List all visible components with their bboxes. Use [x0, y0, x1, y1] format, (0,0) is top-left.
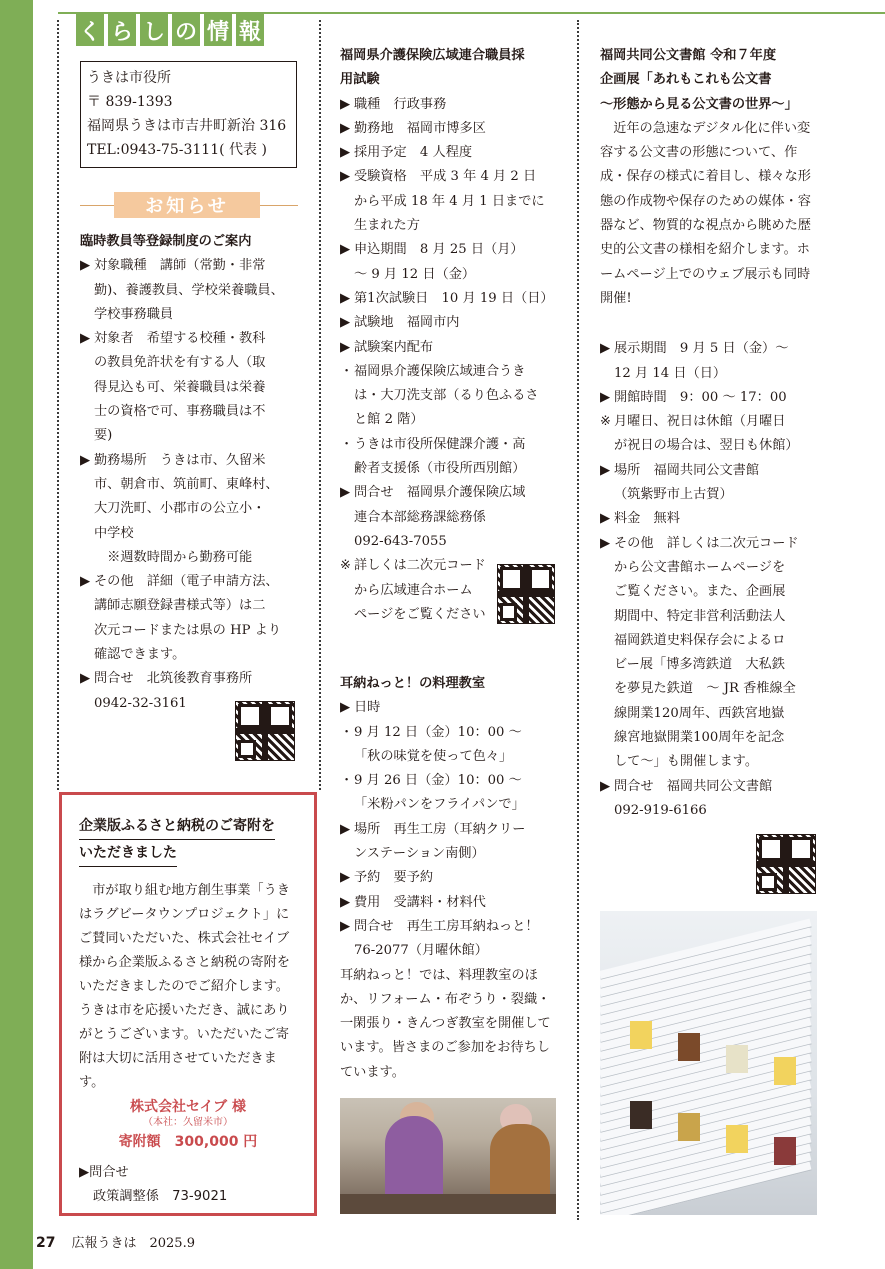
list-item	[600, 532, 822, 556]
list-item	[600, 507, 822, 531]
title-char: し	[140, 14, 168, 46]
list-text: （筑紫野市上古賀）	[614, 487, 733, 503]
list-item	[600, 459, 822, 483]
list-text: 福岡鉄道史料保存会によるロ	[614, 632, 786, 648]
list-item	[80, 497, 300, 521]
list-item	[340, 506, 562, 530]
list-text: 期間中、特定非営利活動法人	[614, 608, 786, 624]
list-marker	[80, 643, 94, 667]
list-item	[340, 721, 562, 745]
list-item	[600, 386, 822, 410]
list-marker: ▶	[600, 778, 611, 794]
list-marker	[80, 351, 94, 375]
list-text: 要)	[94, 428, 113, 444]
list-item	[600, 580, 822, 604]
list-marker: ▶	[340, 700, 351, 716]
list-marker	[600, 605, 614, 629]
list-item	[340, 891, 562, 915]
list-marker	[600, 677, 614, 701]
list-text: 学校事務職員	[94, 306, 174, 322]
list-marker: ▶	[600, 341, 611, 357]
list-marker	[340, 530, 354, 554]
list-marker	[340, 506, 354, 530]
list-text: 問合せ 再生工房耳納ねっと！	[354, 918, 539, 934]
list-text: ※週数時間から勤務可能	[94, 549, 253, 565]
furusato-inquiry	[79, 1161, 297, 1209]
list-marker	[80, 424, 94, 448]
qr-code-teacher[interactable]	[235, 701, 295, 761]
list-item	[80, 619, 300, 643]
title-char: く	[76, 14, 104, 46]
office-address-box	[80, 61, 297, 168]
document-tab	[630, 1101, 652, 1129]
cooking-body: 耳納ねっと！では、料理教室のほか、リフォーム・布ぞうり・裂織・一閑張り・きんつぎ教室を開催しています。皆さまのご参加をお待ちしています。	[340, 967, 551, 1080]
list-marker	[80, 692, 94, 716]
list-marker: ▶	[340, 120, 351, 136]
list-marker	[600, 434, 614, 458]
list-marker: ▶	[340, 290, 351, 306]
list-text: 得見込も可、栄養職員は栄養	[94, 379, 266, 395]
document-tab	[774, 1057, 796, 1085]
list-text: 勤務場所 うきは市、久留米	[94, 452, 266, 468]
list-item	[340, 433, 562, 457]
list-marker: ▶	[340, 169, 351, 185]
archives-exhibition-article	[600, 44, 822, 823]
list-marker: ▶	[80, 331, 91, 347]
list-item	[340, 384, 562, 408]
list-item	[340, 238, 562, 262]
list-marker	[80, 400, 94, 424]
list-item	[600, 483, 822, 507]
list-text: 月曜日、祝日は休館（月曜日	[614, 414, 786, 430]
cooking-class-article	[340, 672, 562, 1085]
list-marker	[340, 384, 354, 408]
list-marker	[340, 745, 354, 769]
list-marker: ▶	[340, 315, 351, 331]
list-item	[600, 605, 822, 629]
notice-heading	[80, 192, 298, 218]
list-item	[340, 939, 562, 963]
column-divider-2	[319, 20, 321, 790]
list-marker	[340, 842, 354, 866]
care-insurance-exam-article	[340, 44, 562, 627]
list-item	[340, 818, 562, 842]
list-marker	[600, 556, 614, 580]
furusato-donation-box	[59, 792, 317, 1216]
list-item	[340, 866, 562, 890]
list-item	[80, 376, 300, 400]
list-text: が祝日の場合は、翌日も休館）	[614, 438, 799, 454]
list-item	[340, 457, 562, 481]
cooking-class-photo	[340, 1098, 556, 1214]
list-text: 料金 無料	[614, 511, 680, 527]
list-text: 対象者 希望する校種・教科	[94, 331, 266, 347]
list-marker	[80, 376, 94, 400]
cooking-title: 耳納ねっと！の料理教室	[340, 676, 486, 691]
list-marker	[600, 653, 614, 677]
list-text: 「米粉パンをフライパンで」	[354, 797, 525, 813]
list-text: 福岡県介護保険広域連合うき	[354, 363, 526, 379]
list-item	[80, 303, 300, 327]
list-text: 092-643-7055	[354, 533, 447, 549]
list-marker: ▶	[600, 462, 611, 478]
list-marker: ▶	[340, 339, 351, 355]
page-edge-bar	[0, 0, 33, 1269]
publication-name: 広報うきは 2025.9	[71, 1236, 195, 1251]
inquiry-value: 政策調整係 73-9021	[93, 1189, 228, 1204]
list-item	[340, 263, 562, 287]
list-marker	[600, 750, 614, 774]
column-divider-1	[57, 20, 59, 790]
list-item	[340, 287, 562, 311]
list-item	[340, 530, 562, 554]
list-text: を夢見た鉄道 ～ JR 香椎線全	[614, 681, 796, 697]
list-item	[340, 481, 562, 505]
donation-amount: 寄附額 300,000 円	[118, 1134, 258, 1150]
list-item	[340, 93, 562, 117]
list-marker	[340, 190, 354, 214]
list-marker: ▶	[340, 821, 351, 837]
list-marker: ▶	[340, 894, 351, 910]
inquiry-label: ▶問合せ	[79, 1165, 129, 1180]
list-item	[340, 696, 562, 720]
list-item	[340, 769, 562, 793]
list-marker	[600, 362, 614, 386]
list-marker: ▶	[340, 485, 351, 501]
list-item	[80, 449, 300, 473]
list-text: 092-919-6166	[614, 802, 707, 818]
list-text: 0942-32-3161	[94, 695, 187, 711]
title-char: 報	[236, 14, 264, 46]
list-marker: ▶	[600, 535, 611, 551]
list-text: 「秋の味覚を使って色々」	[354, 748, 513, 764]
document-tab	[726, 1125, 748, 1153]
list-text: 採用予定 4 人程度	[354, 145, 473, 161]
exhibit-intro: 近年の急速なデジタル化に伴い変容する公文書の形態について、作成・保存の様式に着目し、様々な形態の作成物や保存のための媒体・容器など、物質的な視点から眺めた歴史的公文書の様相を紹介します。ホームページ上でのウェブ展示も同時開催!	[600, 120, 811, 306]
list-text: 受験資格 平成 3 年 4 月 2 日	[354, 169, 537, 185]
list-item	[600, 410, 822, 434]
list-text: 線開業120周年、西鉄宮地嶽	[614, 705, 785, 721]
list-text: 勤)、養護教員、学校栄養職員、	[94, 282, 284, 298]
list-item	[600, 653, 822, 677]
title-char: 情	[204, 14, 232, 46]
list-text: 日時	[354, 700, 381, 716]
article-title-2: 用試験	[340, 72, 380, 88]
list-marker	[340, 793, 354, 817]
document-tab	[678, 1113, 700, 1141]
list-marker	[340, 214, 354, 238]
list-text: と館 2 階）	[354, 412, 424, 428]
list-text: 中学校	[94, 525, 134, 541]
list-marker: ▶	[80, 452, 91, 468]
list-item	[600, 799, 822, 823]
list-text: 76-2077（月曜休館）	[354, 943, 488, 959]
article-title: 臨時教員等登録制度のご案内	[80, 234, 252, 249]
list-marker	[340, 457, 354, 481]
list-text: ンステーション南側）	[354, 846, 485, 862]
list-marker: ※	[600, 414, 612, 430]
list-item	[340, 141, 562, 165]
list-item	[340, 336, 562, 360]
list-marker	[80, 594, 94, 618]
list-item	[80, 400, 300, 424]
list-text: 9 月 26 日（金）10：00 ～	[354, 773, 522, 789]
list-marker	[600, 580, 614, 604]
list-marker: ▶	[600, 389, 611, 405]
list-text: 問合せ 福岡県介護保険広域	[354, 485, 526, 501]
list-marker	[80, 303, 94, 327]
list-marker	[600, 629, 614, 653]
list-marker: ▶	[80, 574, 91, 590]
column-divider-3	[577, 20, 579, 1220]
list-marker	[80, 497, 94, 521]
list-text: 費用 受講料・材料代	[354, 894, 486, 910]
list-text: 連合本部総務課総務係	[354, 509, 486, 525]
list-text: その他 詳しくは二次元コード	[614, 535, 799, 551]
list-marker: ※	[340, 558, 352, 574]
list-item	[340, 117, 562, 141]
list-item	[340, 793, 562, 817]
furusato-body: 市が取り組む地方創生事業「うきはラグビータウンプロジェクト」にご賛同いただいた、株式会社セイブ様から企業版ふるさと納税の寄附をいただきましたのでご紹介します。うきは市を応援いただき、誠にありがとうございます。いただいたご寄附は大切に活用させていただきます。	[79, 883, 290, 1090]
list-item	[80, 473, 300, 497]
notice-label: お知らせ	[114, 192, 260, 218]
office-postal: 〒 839-1393	[87, 94, 173, 110]
list-text: から平成 18 年 4 月 1 日までに	[354, 193, 545, 209]
list-marker	[80, 619, 94, 643]
list-marker	[80, 546, 94, 570]
furusato-title-1: 企業版ふるさと納税のご寄附を	[79, 813, 275, 840]
page-number: 27	[36, 1235, 56, 1251]
list-marker	[340, 579, 354, 603]
list-text: 講師志願登録書様式等）は二	[94, 598, 266, 614]
list-text: 試験案内配布	[354, 339, 434, 355]
list-item	[340, 360, 562, 384]
list-text: 詳しくは二次元コード	[354, 558, 486, 574]
list-item	[80, 643, 300, 667]
list-text: 次元コードまたは県の HP より	[94, 622, 282, 638]
list-text: 士の資格で可、事務職員は不	[94, 404, 266, 420]
list-text: 勤務地 福岡市博多区	[354, 120, 486, 136]
list-item	[80, 351, 300, 375]
list-text: から公文書館ホームページを	[614, 559, 786, 575]
list-item	[600, 702, 822, 726]
list-marker	[600, 799, 614, 823]
list-text: 試験地 福岡市内	[354, 315, 460, 331]
list-item	[600, 337, 822, 361]
list-item	[340, 165, 562, 189]
stacked-documents-photo	[600, 911, 817, 1215]
document-tab	[774, 1137, 796, 1165]
title-char: の	[172, 14, 200, 46]
donor-hq: （本社：久留米市）	[143, 1117, 233, 1128]
list-marker: ▶	[340, 96, 351, 112]
list-marker: ▶	[340, 145, 351, 161]
list-text: うきは市役所保健課介護・高	[354, 436, 526, 452]
list-item	[600, 362, 822, 386]
document-tab	[678, 1033, 700, 1061]
qr-code-care-union[interactable]	[497, 564, 555, 624]
list-text: ～ 9 月 12 日（金）	[354, 266, 476, 282]
office-name: うきは市役所	[87, 70, 171, 86]
list-marker: ・	[340, 363, 354, 379]
list-item	[80, 254, 300, 278]
list-text: ビー展「博多湾鉄道 大私鉄	[614, 657, 785, 673]
page-footer	[36, 1232, 195, 1251]
list-item	[340, 842, 562, 866]
list-item	[80, 546, 300, 570]
list-text: 線宮地嶽開業100周年を記念	[614, 730, 785, 746]
list-marker: ・	[340, 436, 354, 452]
list-marker	[600, 702, 614, 726]
list-item	[340, 915, 562, 939]
list-item	[80, 424, 300, 448]
list-item	[80, 279, 300, 303]
office-tel: TEL:0943-75-3111( 代表 )	[87, 142, 267, 158]
list-item	[80, 667, 300, 691]
list-text: 職種 行政事務	[354, 96, 447, 112]
list-text: 開館時間 9：00 ～ 17：00	[614, 389, 787, 405]
list-item	[340, 214, 562, 238]
list-marker: ・	[340, 773, 354, 789]
list-text: 問合せ 福岡共同公文書館	[614, 778, 773, 794]
list-text: ページをご覧ください	[354, 606, 486, 622]
list-text: 場所 再生工房（耳納クリー	[354, 821, 526, 837]
list-item	[340, 745, 562, 769]
furusato-title-2: いただきました	[79, 840, 177, 867]
list-text: 予約 要予約	[354, 870, 434, 886]
list-text: その他 詳細（電子申請方法、	[94, 574, 279, 590]
title-char: ら	[108, 14, 136, 46]
teacher-registration-article	[80, 230, 300, 716]
exhibit-title-2: 企画展「あれもこれも公文書	[600, 72, 772, 88]
list-marker	[340, 408, 354, 432]
list-item	[600, 750, 822, 774]
list-marker: ▶	[340, 870, 351, 886]
list-item	[600, 556, 822, 580]
list-text: 12 月 14 日（日）	[614, 365, 727, 381]
list-marker: ▶	[80, 671, 91, 687]
list-text: ご覧ください。また、企画展	[614, 584, 786, 600]
list-marker	[600, 726, 614, 750]
list-text: 申込期間 8 月 25 日（月）	[354, 242, 524, 258]
list-marker	[340, 263, 354, 287]
list-item	[340, 408, 562, 432]
list-text: 齢者支援係（市役所西別館）	[354, 461, 526, 477]
list-marker: ▶	[340, 918, 351, 934]
list-marker	[80, 279, 94, 303]
list-text: は・大刀洗支部（るり色ふるさ	[354, 388, 539, 404]
list-marker	[80, 522, 94, 546]
list-text: 展示期間 9 月 5 日（金）～	[614, 341, 789, 357]
list-marker	[340, 603, 354, 627]
list-marker	[80, 473, 94, 497]
section-title	[76, 14, 264, 46]
list-text: 確認できます。	[94, 647, 186, 663]
list-marker	[340, 939, 354, 963]
donor-name: 株式会社セイブ 様	[129, 1099, 247, 1115]
list-text: 市、朝倉市、筑前町、東峰村、	[94, 476, 279, 492]
list-marker: ▶	[80, 258, 91, 274]
list-marker: ▶	[340, 242, 351, 258]
document-tab	[726, 1045, 748, 1073]
list-item	[340, 311, 562, 335]
list-text: 第1次試験日 10 月 19 日（日）	[354, 290, 554, 306]
list-item	[80, 570, 300, 594]
list-item	[600, 726, 822, 750]
list-text: 9 月 12 日（金）10：00 ～	[354, 724, 522, 740]
list-marker: ▶	[600, 511, 611, 527]
list-text: して～」も開催します。	[614, 754, 759, 770]
list-text: から広域連合ホーム	[354, 582, 473, 598]
list-text: 問合せ 北筑後教育事務所	[94, 671, 253, 687]
exhibit-title-1: 福岡共同公文書館 令和７年度	[600, 48, 777, 63]
office-address: 福岡県うきは市吉井町新治 316	[87, 118, 287, 134]
list-text: 生まれた方	[354, 218, 420, 234]
list-item	[600, 677, 822, 701]
list-item	[80, 327, 300, 351]
list-item	[600, 434, 822, 458]
list-item	[340, 190, 562, 214]
list-item	[80, 522, 300, 546]
list-text: 大刀洗町、小郡市の公立小・	[94, 501, 266, 517]
list-item	[80, 594, 300, 618]
document-tab	[630, 1021, 652, 1049]
list-marker: ・	[340, 724, 354, 740]
list-item	[600, 775, 822, 799]
article-title-1: 福岡県介護保険広域連合職員採	[340, 48, 525, 63]
list-text: 場所 福岡共同公文書館	[614, 462, 760, 478]
list-item	[600, 629, 822, 653]
exhibit-title-3: ～形態から見る公文書の世界～」	[600, 96, 798, 112]
list-text: の教員免許状を有する人（取	[94, 355, 266, 371]
list-text: 対象職種 講師（常勤・非常	[94, 258, 266, 274]
qr-code-archives[interactable]	[756, 834, 816, 894]
list-marker	[600, 483, 614, 507]
